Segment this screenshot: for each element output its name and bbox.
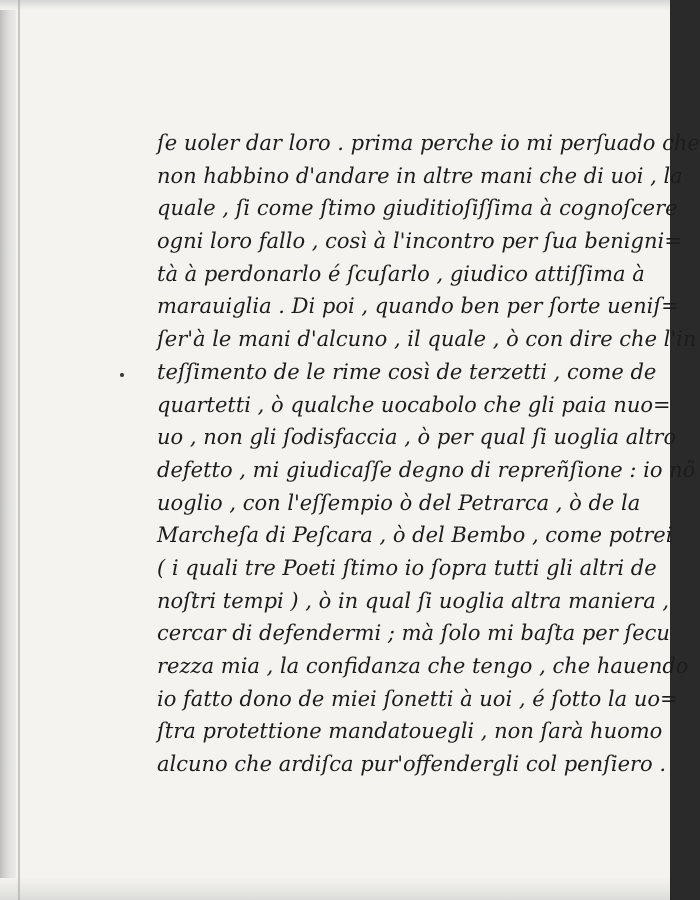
text-line: ( i quali tre Poeti ſtimo io ſopra tutti gli altri de bbox=[157, 555, 657, 580]
text-line: ſtra protettione mandatouegli , non ſarà huomo bbox=[157, 719, 663, 744]
text-line: cercar di defendermi ; mà ſolo mi baſta per ſecu bbox=[157, 621, 670, 646]
text-line: io fatto dono de miei ſonetti à uoi , é ſotto la uo= bbox=[157, 686, 678, 711]
text-line: ogni loro fallo , così à l'incontro per ſua benigni= bbox=[157, 229, 682, 254]
page-bottom-edge-shadow bbox=[0, 878, 670, 900]
text-line: quartetti , ò qualche uocabolo che gli paia nuo= bbox=[157, 392, 671, 417]
text-line: tà à perdonarlo é ſcuſarlo , giudico attiſſima à bbox=[157, 261, 645, 286]
text-line: ſe uoler dar loro . prima perche io mi perſuado che bbox=[157, 131, 700, 155]
page-top-edge-shadow bbox=[0, 0, 670, 10]
text-line: quale , ſi come ſtimo giuditioſiſſima à cognoſcere bbox=[157, 196, 678, 221]
body-text bbox=[157, 127, 700, 781]
text-line: uo , non gli ſodisfaccia , ò per qual ſi uoglia altro bbox=[157, 425, 677, 450]
text-line: rezza mia , la confidanza che tengo , che hauendo bbox=[157, 654, 689, 678]
text-line: Marcheſa di Peſcara , ò del Bembo , come potrei bbox=[157, 523, 673, 548]
text-line: marauiglia . Di poi , quando ben per ſorte ueniſ= bbox=[157, 294, 679, 319]
text-line: defetto , mi giudicaſſe degno di repreñſione : io nõ bbox=[157, 457, 696, 482]
text-line: non habbino d'andare in altre mani che di uoi , la bbox=[157, 163, 683, 188]
text-line: alcuno che ardiſca pur'offendergli col penſiero . bbox=[157, 752, 667, 777]
text-line: teſſimento de le rime così de terzetti , come de bbox=[157, 359, 657, 384]
text-line: noſtri tempi ) , ò in qual ſi uoglia altra maniera , bbox=[157, 588, 670, 613]
ink-speck bbox=[120, 373, 124, 377]
page-left-edge-shadow bbox=[0, 0, 16, 900]
page-gutter-line bbox=[18, 0, 20, 900]
text-line: ſer'à le mani d'alcuno , il quale , ò con dire che l'in bbox=[157, 327, 697, 352]
text-line: uoglio , con l'eſſempio ò del Petrarca , ò de la bbox=[157, 490, 641, 515]
